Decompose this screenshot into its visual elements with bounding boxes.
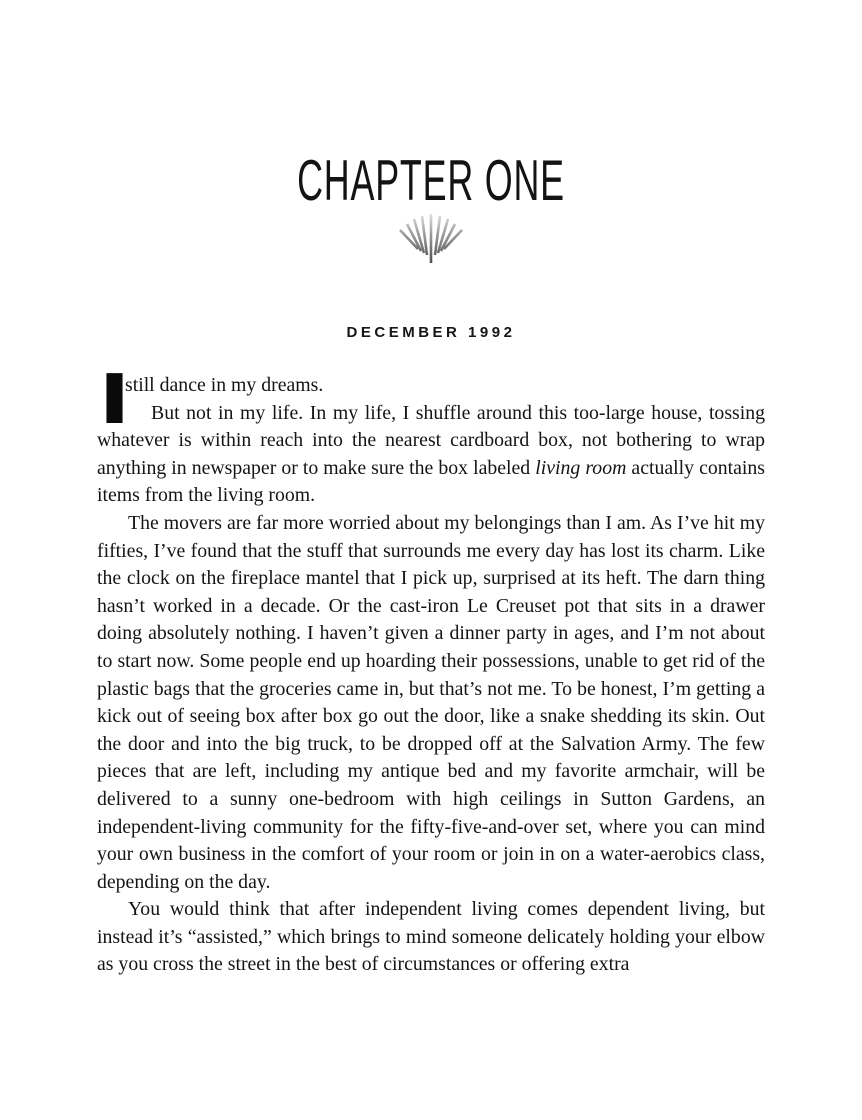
ornament-container: [0, 211, 862, 263]
italic-phrase: living room: [535, 456, 627, 479]
paragraph-movers: The movers are far more worried about my belongings than I am. As I’ve hit my fifties, I’ve found that the stuff that surrounds me every day has lost its charm. Like the clock on the fireplace mantel that I pick up, surprised at its heft. The darn thing hasn’t worked in a decade. Or the cast-iron Le Creuset pot that sits in a drawer doing absolutely nothing. I haven’t given a dinner party in ages, and I’m not about to start now. Some people end up hoarding their possessions, unable to get rid of the plastic bags that the groceries came in, but that’s not me. To be honest, I’m getting a kick out of seeing box after box go out the door, like a snake shedding its skin. Out the door and into the big truck, to be dropped off at the Salvation Army. The few pieces that are left, including my antique bed and my favorite armchair, will be delivered to a sunny one-bedroom with high ceilings in Sutton Gardens, an independent-living community for the fifty-five-and-over set, where you can mind your own business in the comfort of your room or join in on a water-aerobics class, depending on the day.: [97, 511, 765, 893]
paragraph-but-not: [97, 400, 765, 510]
sunburst-rays-icon: [386, 211, 476, 263]
paragraph-you-would-think: You would think that after independent living comes dependent living, but instead it’s “assisted,” which brings to mind someone delicately holding your elbow as you cross the street in the best of circumstances or offering extra: [97, 898, 765, 976]
paragraph-but-not-text: But not in my life. In my life, I shuffle around this too-large house, tossing whatever is within reach into the nearest cardboard box, not bothering to wrap anything in newspaper or to make sure the box labeled: [97, 401, 765, 479]
paragraph-opening-line: still dance in my dreams.: [125, 374, 324, 396]
body-text: [97, 359, 765, 979]
chapter-title: CHAPTER ONE: [297, 147, 565, 213]
drop-cap: I: [99, 359, 131, 439]
date-heading: DECEMBER 1992: [346, 324, 516, 341]
paragraph-but-not-tail: actually contains items from the living room.: [97, 456, 765, 507]
